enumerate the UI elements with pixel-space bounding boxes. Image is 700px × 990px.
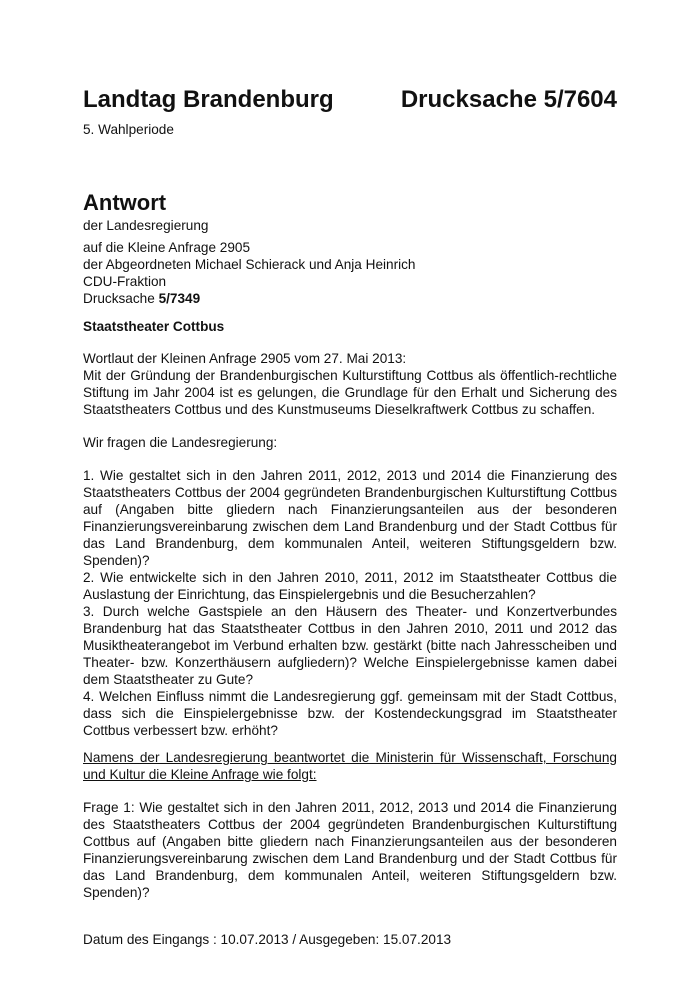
question-item-1: 1. Wie gestaltet sich in den Jahren 2011, 2012, 2013 und 2014 die Finanzierung des Staatstheaters Cottbus der 2004 gegründeten Brandenburgischen Kulturstiftung Cottbus auf (Angaben bitte gliedern nach Finanzierungsanteilen aus der besonderen Finanzierungsvereinbarung zwischen dem Land Brandenburg und der Stadt Cottbus für das Land Brandenburg, dem kommunalen Anteil, weiteren Stiftungsgeldern bzw. Spenden)? [83, 468, 617, 569]
lead-in-line: Wir fragen die Landesregierung: [83, 435, 278, 451]
answer-authors-line: der Abgeordneten Michael Schierack und Anja Heinrich [83, 257, 416, 273]
answer-fraction-line: CDU-Fraktion [83, 274, 167, 290]
wortlaut-paragraph: Mit der Gründung der Brandenburgischen Kulturstiftung Cottbus als öffentlich-rechtliche Stiftung im Jahr 2004 ist es gelungen, die Grundlage für den Erhalt und Sicherung des Staatstheaters Cottbus und des Kunstmuseums Dieselkraftwerk Cottbus zu schaffen. [83, 368, 617, 418]
answer-intro-paragraph: Namens der Landesregierung beantwortet die Ministerin für Wissenschaft, Forschung und Kultur die Kleine Anfrage wie folgt: [83, 750, 617, 783]
drucksache-number: Drucksache 5/7604 [400, 86, 617, 113]
question-item-3: 3. Durch welche Gastspiele an den Häusern des Theater- und Konzertverbundes Brandenburg hat das Staatstheater Cottbus in den Jahren 2010, 2011 und 2012 das Musiktheaterangebot im Verbund erhalten bzw. gestärkt (bitte nach Jahresscheiben und Theater- bzw. Konzerthäusern aufgliedern)? Welche Einspielergebnisse kamen dabei dem Staatstheater zu Gute? [83, 604, 617, 688]
frage1-paragraph: Frage 1: Wie gestaltet sich in den Jahren 2011, 2012, 2013 und 2014 die Finanzierung des Staatstheaters Cottbus der 2004 gegründeten Brandenburgischen Kulturstiftung Cottbus auf (Angaben bitte gliedern nach Finanzierungsanteilen aus der besonderen Finanzierungsvereinbarung zwischen dem Land Brandenburg und der Stadt Cottbus für das Land Brandenburg, dem kommunalen Anteil, weiteren Stiftungsgeldern bzw. Spenden)? [83, 800, 617, 901]
answer-drucksache-line [83, 290, 617, 307]
wortlaut-block [83, 350, 617, 418]
answer-heading: Antwort [83, 190, 167, 216]
questions-block [83, 467, 617, 739]
subject-title: Staatstheater Cottbus [83, 319, 225, 335]
drucksache-ref-number: 5/7349 [158, 291, 201, 307]
question-item-2: 2. Wie entwickelte sich in den Jahren 2010, 2011, 2012 im Staatstheater Cottbus die Auslastung der Einrichtung, das Einspielergebnis und die Besucherzahlen? [83, 570, 617, 603]
drucksache-prefix: Drucksache [83, 291, 159, 307]
document-header [83, 87, 617, 112]
wahlperiode-label: 5. Wahlperiode [83, 122, 174, 138]
footer-date-line: Datum des Eingangs : 10.07.2013 / Ausgegeben: 15.07.2013 [83, 932, 452, 947]
question-item-4: 4. Welchen Einfluss nimmt die Landesregierung ggf. gemeinsam mit der Stadt Cottbus, dass sich die Einspielergebnisse bzw. der Kostendeckungsgrad im Staatstheater Cottbus verbessert bzw. erhöht? [83, 689, 617, 739]
institution-title: Landtag Brandenburg [83, 86, 334, 113]
answer-origin-line: der Landesregierung [83, 218, 209, 234]
wortlaut-intro-line: Wortlaut der Kleinen Anfrage 2905 vom 27. Mai 2013: [83, 351, 407, 367]
answer-reference-line: auf die Kleine Anfrage 2905 [83, 240, 251, 256]
